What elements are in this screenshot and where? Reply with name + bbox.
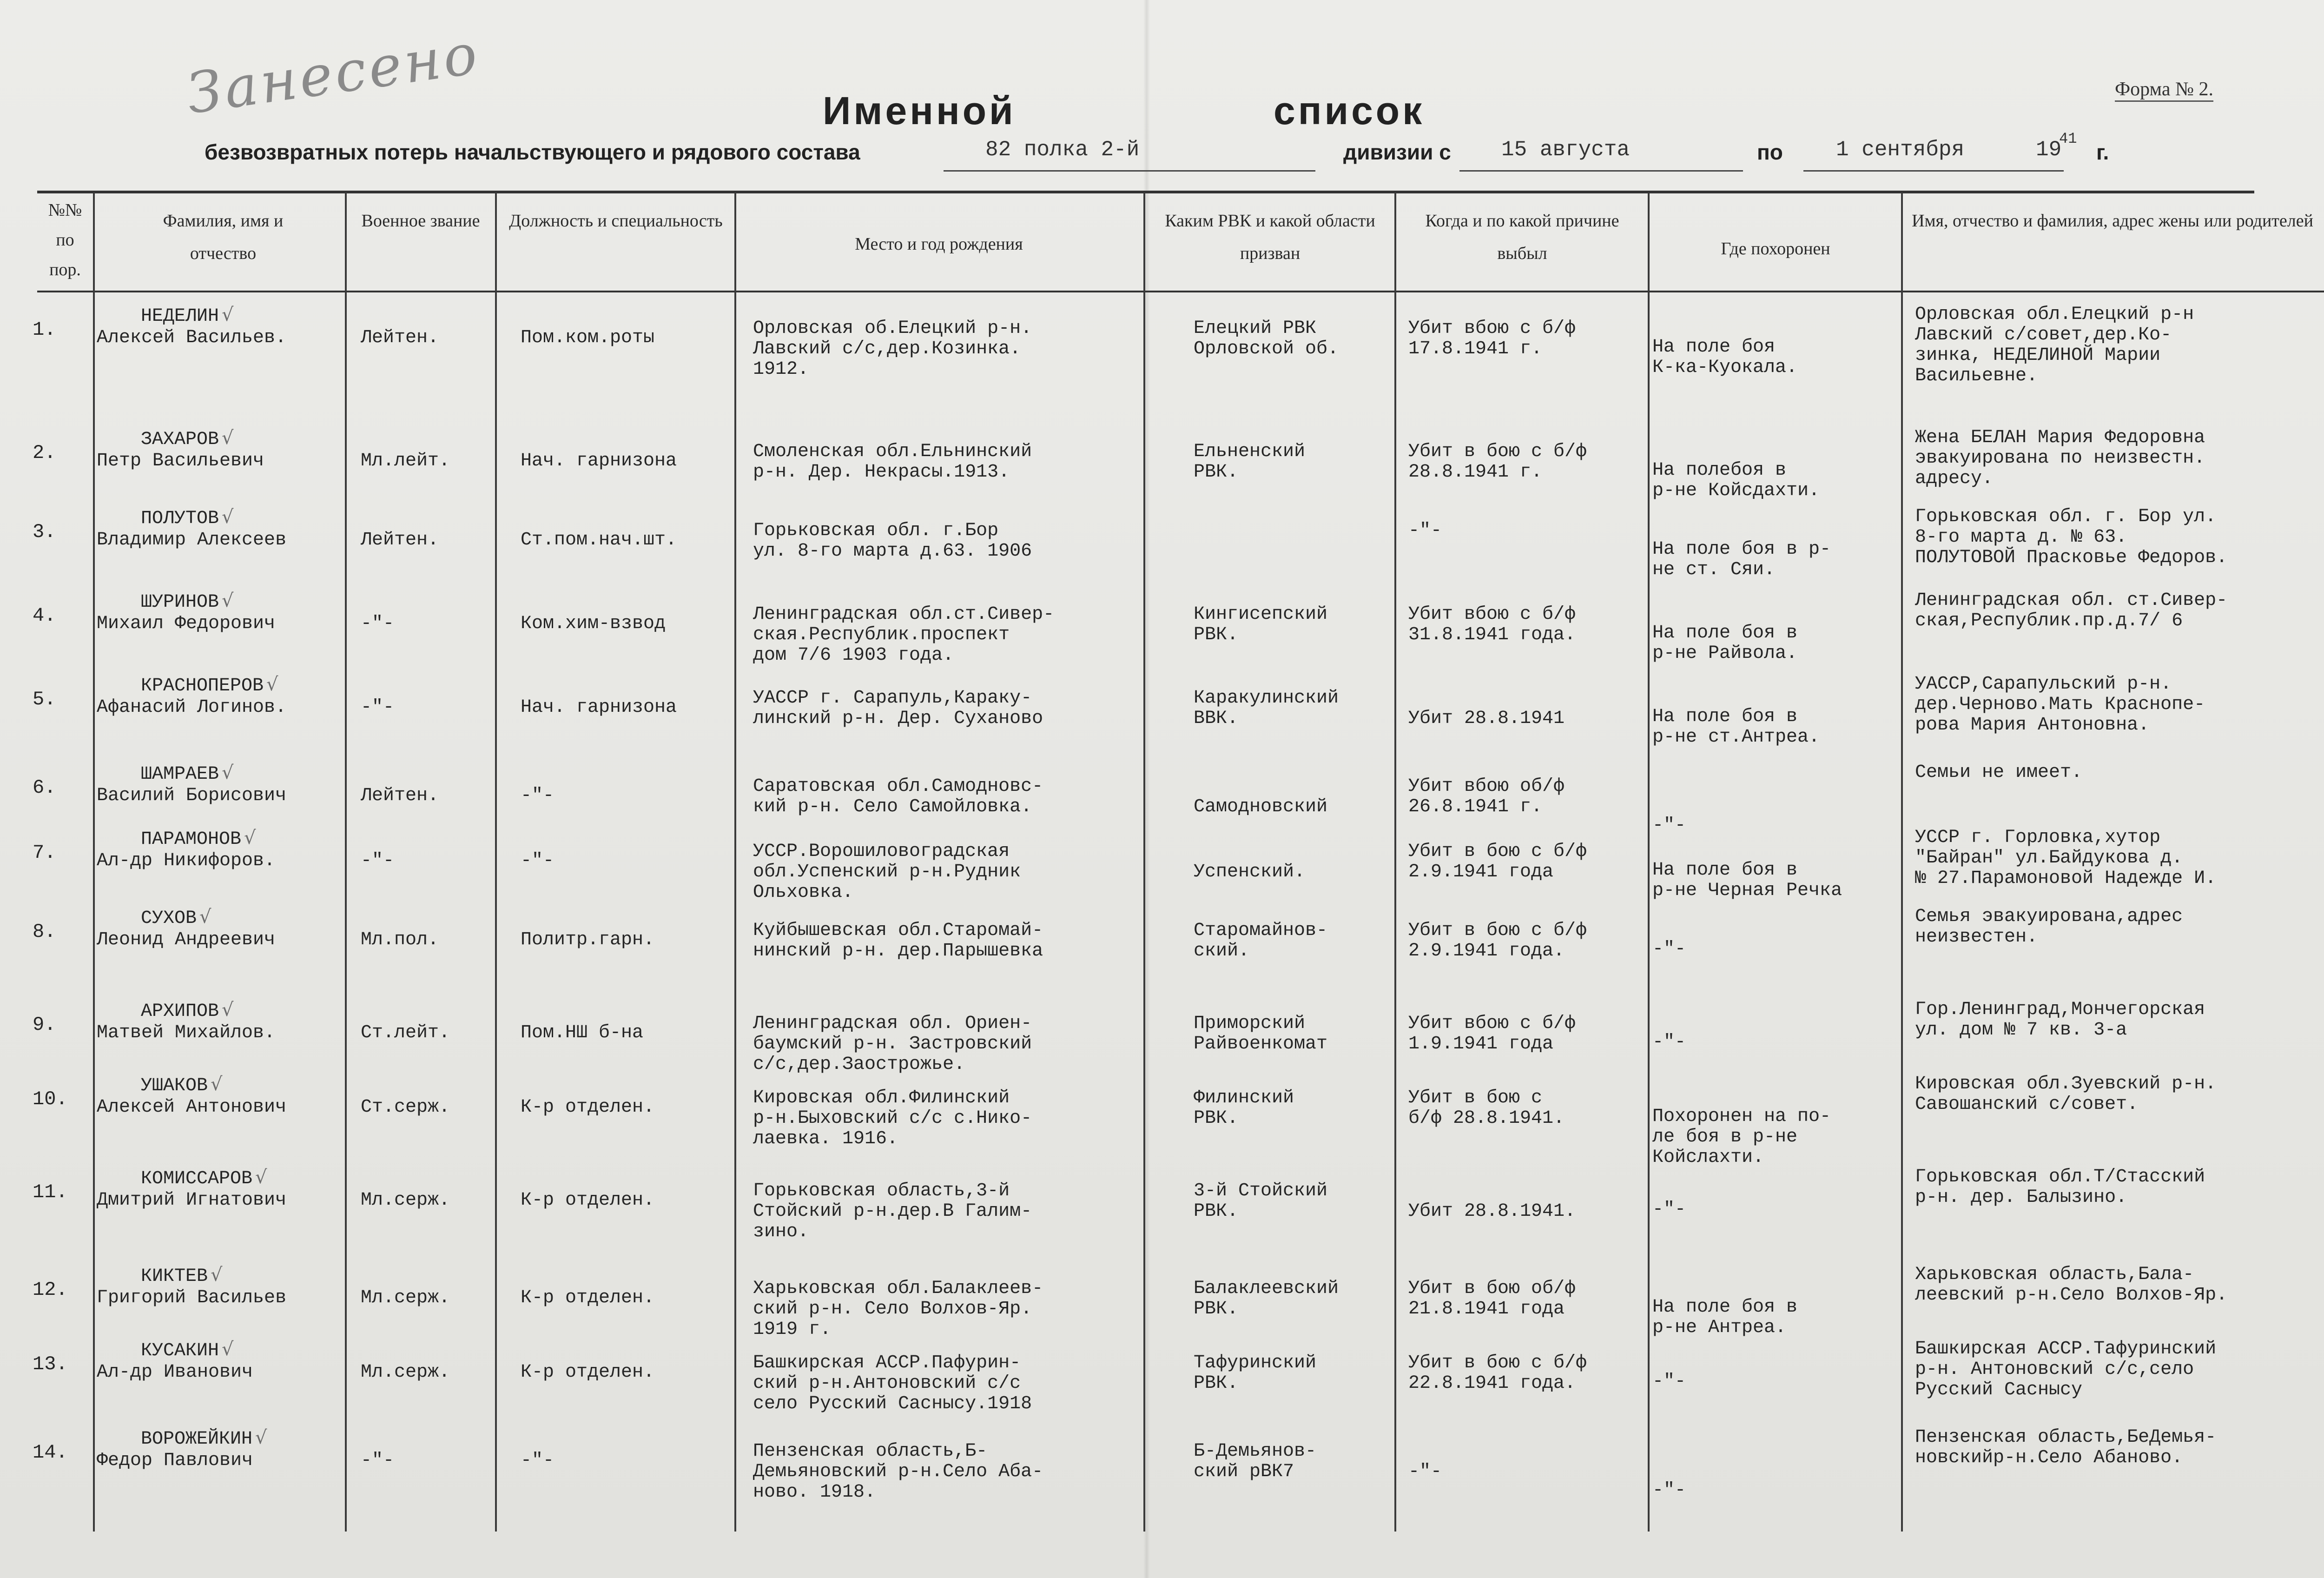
relatives-address-line: ская,Республик.пр.д.7/ 6 <box>1915 610 2183 631</box>
birth-place-line: Горьковская обл. г.Бор <box>753 520 999 541</box>
position: Нач. гарнизона <box>521 697 677 718</box>
check-mark-icon: √ <box>244 827 256 849</box>
casualty-reason-line: 26.8.1941 г. <box>1408 796 1543 817</box>
row-number: 4. <box>33 604 56 627</box>
surname: АРХИПОВ √ <box>141 999 234 1022</box>
relatives-address-line: леевский р-н.Село Волхов-Яр. <box>1915 1285 2228 1306</box>
draft-office-line: Тафуринский <box>1194 1353 1317 1373</box>
row-number: 12. <box>33 1279 68 1301</box>
draft-office-line: Орловской об. <box>1194 338 1339 359</box>
relatives-address-line: ПОЛУТОВОЙ Прасковье Федоров. <box>1915 547 2228 568</box>
relatives-address-line: Лавский с/совет,дер.Ко- <box>1915 325 2172 345</box>
draft-office-line: РВК. <box>1194 1108 1239 1129</box>
casualty-reason-line: Убит в бою об/ф <box>1408 1278 1576 1299</box>
birth-place-line: с/с,дер.Заострожье. <box>753 1054 965 1075</box>
birth-place-line: Ленинградская обл.ст.Сивер- <box>753 604 1055 625</box>
position: -"- <box>521 785 555 806</box>
draft-office-line: Приморский <box>1194 1013 1306 1034</box>
casualty-reason-line: 28.8.1941 г. <box>1408 462 1543 483</box>
casualty-reason-line: б/ф 28.8.1941. <box>1408 1108 1565 1129</box>
birth-place-line: баумский р-н. Застровский <box>753 1034 1032 1054</box>
casualty-reason-line: 31.8.1941 года. <box>1408 624 1576 645</box>
given-names: Михаил Федорович <box>97 613 276 634</box>
surname: ЗАХАРОВ √ <box>141 427 234 450</box>
burial-place-line: На полебоя в <box>1652 460 1787 481</box>
col-divider-1 <box>93 192 95 1532</box>
position: Ст.пом.нач.шт. <box>521 530 677 550</box>
military-rank: Мл.серж. <box>361 1190 450 1211</box>
military-rank: -"- <box>361 613 395 634</box>
birth-place-line: Ленинградская обл. Ориен- <box>753 1013 1032 1034</box>
military-rank: -"- <box>361 850 395 871</box>
casualty-reason-line: -"- <box>1408 1461 1442 1482</box>
surname: ПОЛУТОВ √ <box>141 506 234 529</box>
given-names: Петр Васильевич <box>97 451 264 471</box>
burial-place-line: К-ка-Куокала. <box>1652 357 1798 378</box>
relatives-address-line: Семьи не имеет. <box>1915 762 2083 783</box>
position: -"- <box>521 1450 555 1471</box>
birth-place-line: нинский р-н. дер.Парышевка <box>753 941 1043 961</box>
surname: НЕДЕЛИН √ <box>141 304 234 327</box>
burial-place-line: Койслахти. <box>1652 1147 1764 1168</box>
col-divider-2 <box>345 192 347 1532</box>
burial-place-line: На поле боя в <box>1652 706 1798 727</box>
burial-place-line: На поле боя в р- <box>1652 539 1831 560</box>
relatives-address-line: ул. дом № 7 кв. 3-а <box>1915 1020 2127 1041</box>
birth-place-line: кий р-н. Село Самойловка. <box>753 796 1032 817</box>
title-word-1: Именной <box>823 89 1016 133</box>
birth-place-line: Смоленская обл.Ельнинский <box>753 441 1032 462</box>
position: Пом.НШ б-на <box>521 1022 644 1043</box>
relatives-address-line: новскийр-н.Село Абаново. <box>1915 1447 2183 1468</box>
row-number: 6. <box>33 776 56 799</box>
row-number: 9. <box>33 1014 56 1036</box>
casualty-reason-line: Убит вбою об/ф <box>1408 776 1565 797</box>
table-top-rule <box>37 191 2254 193</box>
position: К-р отделен. <box>521 1097 655 1118</box>
birth-place-line: Орловская об.Елецкий р-н. <box>753 318 1032 339</box>
military-rank: -"- <box>361 697 395 718</box>
relatives-address-line: № 27.Парамоновой Надежде И. <box>1915 868 2217 889</box>
given-names: Владимир Алексеев <box>97 530 287 550</box>
row-number: 8. <box>33 921 56 943</box>
col-divider-4 <box>734 192 736 1532</box>
relatives-address-line: Горьковская обл.Т/Стасский <box>1915 1167 2205 1187</box>
military-rank: Мл.серж. <box>361 1287 450 1308</box>
draft-office-line: РВК. <box>1194 1299 1239 1319</box>
birth-place-line: линский р-н. Дер. Суханово <box>753 708 1043 729</box>
relatives-address-line: Васильевне. <box>1915 365 2038 386</box>
casualty-reason-line: Убит вбою с б/ф <box>1408 604 1576 625</box>
draft-office-line: ский. <box>1194 941 1250 961</box>
birth-place-line: р-н. Дер. Некрасы.1913. <box>753 462 1010 483</box>
draft-office-line: ВВК. <box>1194 708 1239 729</box>
birth-place-line: ул. 8-го марта д.63. 1906 <box>753 541 1032 562</box>
relatives-address-line: Русский Саснысу <box>1915 1379 2083 1400</box>
birth-place-line: обл.Успенский р-н.Рудник <box>753 862 1021 882</box>
given-names: Дмитрий Игнатович <box>97 1190 287 1211</box>
casualty-reason-line: Убит в бою с <box>1408 1087 1543 1108</box>
birth-place-line: ский р-н. Село Волхов-Яр. <box>753 1299 1032 1319</box>
casualty-reason-line: Убит в бою с б/ф <box>1408 1353 1587 1373</box>
relatives-address-line: Савошанский с/совет. <box>1915 1094 2139 1115</box>
draft-office-line: Старомайнов- <box>1194 920 1328 941</box>
relatives-address-line: Орловская обл.Елецкий р-н <box>1915 304 2194 325</box>
from-date-field: 15 августа <box>1501 138 1630 162</box>
given-names: Алексей Антонович <box>97 1097 287 1118</box>
military-rank: Ст.серж. <box>361 1097 450 1118</box>
burial-place-line: р-не Антреа. <box>1652 1317 1787 1338</box>
surname: ВОРОЖЕЙКИН √ <box>141 1427 267 1450</box>
header-rvk: Каким РВК и какой области призван <box>1165 211 1375 263</box>
relatives-address-line: зинка, НЕДЕЛИНОЙ Марии <box>1915 345 2161 366</box>
relatives-address-line: эвакуирована по неизвестн. <box>1915 448 2205 469</box>
check-mark-icon: √ <box>222 590 234 611</box>
military-rank: Лейтен. <box>361 530 439 550</box>
casualty-reason-line: 2.9.1941 года. <box>1408 941 1565 961</box>
check-mark-icon: √ <box>222 304 234 325</box>
relatives-address-line: УССР г. Горловка,хутор <box>1915 827 2161 848</box>
relatives-address-line: Кировская обл.Зуевский р-н. <box>1915 1074 2217 1094</box>
form-label: Форма № 2. <box>2115 78 2213 102</box>
burial-place-line: р-не Койсдахти. <box>1652 480 1820 501</box>
year-prefix: 19 <box>2036 138 2062 162</box>
military-rank: Мл.лейт. <box>361 451 450 471</box>
casualty-reason-line: 17.8.1941 г. <box>1408 338 1543 359</box>
birth-place-line: Саратовская обл.Самодновс- <box>753 776 1043 797</box>
draft-office-line: Елецкий РВК <box>1194 318 1317 339</box>
burial-place-line: -"- <box>1652 1371 1686 1392</box>
given-names: Ал-др Никифоров. <box>97 850 276 871</box>
birth-place-line: лаевка. 1916. <box>753 1128 898 1149</box>
birth-place-line: Горьковская область,3-й <box>753 1180 1010 1201</box>
row-number: 3. <box>33 521 56 543</box>
birth-place-line: 1912. <box>753 359 809 380</box>
given-names: Алексей Васильев. <box>97 327 287 348</box>
row-number: 10. <box>33 1088 68 1110</box>
military-rank: Ст.лейт. <box>361 1022 450 1043</box>
draft-office-line: Б-Демьянов- <box>1194 1441 1317 1462</box>
given-names: Матвей Михайлов. <box>97 1022 276 1043</box>
casualty-reason-line: Убит 28.8.1941 <box>1408 708 1565 729</box>
birth-place-line: Лавский с/с,дер.Козинка. <box>753 338 1021 359</box>
casualty-reason-line: 1.9.1941 года <box>1408 1034 1554 1054</box>
check-mark-icon: √ <box>222 762 234 783</box>
given-names: Федор Павлович <box>97 1450 253 1471</box>
birth-place-line: Ольховка. <box>753 882 854 903</box>
position: К-р отделен. <box>521 1362 655 1383</box>
birth-place-line: село Русский Саснысу.1918 <box>753 1393 1032 1414</box>
military-rank: Лейтен. <box>361 327 439 348</box>
burial-place-line: На поле боя <box>1652 337 1776 358</box>
col-divider-6 <box>1394 192 1396 1532</box>
surname: КОМИССАРОВ √ <box>141 1167 267 1189</box>
burial-place-line: не ст. Сяи. <box>1652 559 1776 580</box>
draft-office-line: РВК. <box>1194 624 1239 645</box>
burial-place-line: На поле боя в <box>1652 623 1798 643</box>
military-rank: Мл.серж. <box>361 1362 450 1383</box>
to-date-fill-line <box>1803 170 2064 172</box>
position: К-р отделен. <box>521 1190 655 1211</box>
burial-place-line: -"- <box>1652 1032 1686 1053</box>
given-names: Григорий Васильев <box>97 1287 287 1308</box>
burial-place-line: р-не Черная Речка <box>1652 880 1842 901</box>
casualty-reason-line: Убит 28.8.1941. <box>1408 1201 1576 1222</box>
draft-office-line: Кингисепский <box>1194 604 1328 625</box>
birth-place-line: ская.Республик.проспект <box>753 624 1010 645</box>
given-names: Афанасий Логинов. <box>97 697 287 718</box>
col-divider-3 <box>495 192 497 1532</box>
row-number: 1. <box>33 318 56 341</box>
col-divider-8 <box>1901 192 1903 1532</box>
birth-place-line: Демьяновский р-н.Село Аба- <box>753 1461 1043 1482</box>
surname: ПАРАМОНОВ √ <box>141 827 256 850</box>
position: Пом.ком.роты <box>521 327 655 348</box>
draft-office-line: Райвоенкомат <box>1194 1034 1328 1054</box>
relatives-address-line: УАССР,Сарапульский р-н. <box>1915 674 2172 695</box>
burial-place-line: -"- <box>1652 1199 1686 1220</box>
surname: КРАСНОПЕРОВ √ <box>141 674 278 696</box>
burial-place-line: На поле боя в <box>1652 1297 1798 1318</box>
burial-place-line: Похоронен на по- <box>1652 1106 1831 1127</box>
birth-place-line: р-н.Быховский с/с с.Нико- <box>753 1108 1032 1129</box>
unit-fill-line <box>944 170 1315 172</box>
year-superscript: 41 <box>2059 130 2077 147</box>
header-rank: Военное звание <box>361 211 480 231</box>
birth-place-line: УАССР г. Сарапуль,Каракy- <box>753 688 1032 709</box>
position: Ком.хим-взвод <box>521 613 666 634</box>
draft-office-line: Ельненский <box>1194 441 1306 462</box>
relatives-address-line: адресу. <box>1915 468 1994 489</box>
relatives-address-line: Харьковская область,Бала- <box>1915 1264 2194 1285</box>
header-num: №№ по пор. <box>48 200 82 279</box>
casualty-reason-line: 21.8.1941 года <box>1408 1299 1565 1319</box>
row-number: 11. <box>33 1181 68 1203</box>
surname: ШУРИНОВ √ <box>141 590 234 613</box>
position: Нач. гарнизона <box>521 451 677 471</box>
birth-place-line: Башкирская АССР.Пафурин- <box>753 1353 1021 1373</box>
birth-place-line: Харьковская обл.Балаклеев- <box>753 1278 1043 1299</box>
row-number: 5. <box>33 688 56 710</box>
relatives-address-line: Ленинградская обл. ст.Сивер- <box>1915 590 2228 611</box>
relatives-address-line: "Байран" ул.Байдукова д. <box>1915 848 2183 869</box>
casualty-reason-line: Убит вбою с б/ф <box>1408 318 1576 339</box>
draft-office-line: ский рВК7 <box>1194 1461 1294 1482</box>
draft-office-line: Каракулинский <box>1194 688 1339 709</box>
birth-place-line: ский р-н.Антоновский с/с <box>753 1373 1021 1394</box>
draft-office-line: Филинский <box>1194 1087 1294 1108</box>
row-number: 2. <box>33 442 56 464</box>
check-mark-icon: √ <box>222 1339 234 1360</box>
row-number: 7. <box>33 842 56 864</box>
burial-place-line: р-не ст.Антреа. <box>1652 727 1820 748</box>
surname: ШАМРАЕВ √ <box>141 762 234 785</box>
burial-place-line: На поле боя в <box>1652 860 1798 881</box>
burial-place-line: -"- <box>1652 1480 1686 1501</box>
relatives-address-line: р-н. дер. Балызино. <box>1915 1187 2127 1208</box>
birth-place-line: Стойский р-н.дер.В Галим- <box>753 1201 1032 1222</box>
header-name: Фамилия, имя и отчество <box>163 211 284 263</box>
draft-office-line: Самодновский <box>1194 796 1328 817</box>
casualty-reason-line: 2.9.1941 года <box>1408 862 1554 882</box>
burial-place-line: р-не Райвола. <box>1652 643 1798 664</box>
header-when: Когда и по какой причине выбыл <box>1425 211 1619 263</box>
row-number: 13. <box>33 1353 68 1375</box>
relatives-address-line: Башкирская АССР.Тафуринский <box>1915 1339 2217 1359</box>
relatives-address-line: 8-го марта д. № 63. <box>1915 527 2127 548</box>
relatives-address-line: неизвестен. <box>1915 927 2038 948</box>
relatives-address-line: р-н. Антоновский с/с,село <box>1915 1359 2194 1380</box>
surname: СУХОВ √ <box>141 906 211 929</box>
position: К-р отделен. <box>521 1287 655 1308</box>
draft-office-line: 3-й Стойский <box>1194 1180 1328 1201</box>
birth-place-line: 1919 г. <box>753 1319 832 1340</box>
birth-place-line: Пензенская область,Б- <box>753 1441 988 1462</box>
unit-field: 82 полка 2-й <box>985 138 1140 162</box>
title-word-2: список <box>1274 89 1425 133</box>
military-rank: -"- <box>361 1450 395 1471</box>
position: -"- <box>521 850 555 871</box>
given-names: Ал-др Иванович <box>97 1362 253 1383</box>
check-mark-icon: √ <box>255 1167 267 1188</box>
surname: КУСАКИН √ <box>141 1339 234 1361</box>
header-birth: Место и год рождения <box>855 234 1023 254</box>
relatives-address-line: Жена БЕЛАН Мария Федоровна <box>1915 427 2205 448</box>
birth-place-line: Кировская обл.Филинский <box>753 1087 1010 1108</box>
military-rank: Мл.пол. <box>361 929 439 950</box>
check-mark-icon: √ <box>211 1264 223 1286</box>
given-names: Леонид Андреевич <box>97 929 276 950</box>
by-label: по <box>1757 140 1783 164</box>
header-buried: Где похоронен <box>1721 239 1830 259</box>
header-position: Должность и специальность <box>509 211 723 231</box>
relatives-address-line: Горьковская обл. г. Бор ул. <box>1915 506 2217 527</box>
check-mark-icon: √ <box>266 674 278 695</box>
casualty-reason-line: Убит вбою с б/ф <box>1408 1013 1576 1034</box>
military-rank: Лейтен. <box>361 785 439 806</box>
check-mark-icon: √ <box>255 1427 267 1448</box>
burial-place-line: -"- <box>1652 939 1686 960</box>
relatives-address-line: рова Мария Антоновна. <box>1915 715 2150 736</box>
draft-office-line: РВК. <box>1194 1201 1239 1222</box>
row-number: 14. <box>33 1441 68 1464</box>
check-mark-icon: √ <box>222 427 234 449</box>
burial-place-line: -"- <box>1652 815 1686 836</box>
draft-office-line: РВК. <box>1194 1373 1239 1394</box>
check-mark-icon: √ <box>222 506 234 528</box>
relatives-address-line: Гор.Ленинград,Мончегорская <box>1915 999 2205 1020</box>
check-mark-icon: √ <box>222 999 234 1021</box>
relatives-address-line: дер.Черново.Мать Краснопе- <box>1915 694 2205 715</box>
birth-place-line: дом 7/6 1903 года. <box>753 645 954 666</box>
birth-place-line: Куйбышевская обл.Старомай- <box>753 920 1043 941</box>
relatives-address-line: Пензенская область,БеДемья- <box>1915 1427 2217 1448</box>
surname: УШАКОВ √ <box>141 1074 223 1096</box>
burial-place-line: ле боя в р-не <box>1652 1127 1798 1147</box>
to-date-field: 1 сентября <box>1836 138 1965 162</box>
division-label: дивизии с <box>1343 140 1451 164</box>
draft-office-line: Балаклеевский <box>1194 1278 1339 1299</box>
check-mark-icon: √ <box>211 1074 223 1095</box>
from-date-fill-line <box>1459 170 1743 172</box>
birth-place-line: УССР.Ворошиловоградская <box>753 841 1010 862</box>
col-divider-5 <box>1143 192 1145 1532</box>
casualty-reason-line: 22.8.1941 года. <box>1408 1373 1576 1394</box>
given-names: Василий Борисович <box>97 785 287 806</box>
year-suffix: г. <box>2096 140 2109 164</box>
check-mark-icon: √ <box>199 906 211 928</box>
handwritten-note: Занесено <box>183 21 484 127</box>
casualty-reason-line: Убит в бою с б/ф <box>1408 841 1587 862</box>
casualty-reason-line: -"- <box>1408 520 1442 541</box>
header-relatives: Имя, отчество и фамилия, адрес жены или родителей <box>1912 211 2313 231</box>
birth-place-line: ново. 1918. <box>753 1482 876 1503</box>
position: Политр.гарн. <box>521 929 655 950</box>
relatives-address-line: Семья эвакуирована,адрес <box>1915 906 2183 927</box>
surname: КИКТЕВ √ <box>141 1264 223 1287</box>
col-divider-7 <box>1648 192 1650 1532</box>
casualty-reason-line: Убит в бою с б/ф <box>1408 920 1587 941</box>
draft-office-line: РВК. <box>1194 462 1239 483</box>
birth-place-line: зино. <box>753 1221 809 1242</box>
draft-office-line: Успенский. <box>1194 862 1306 882</box>
subtitle-prefix: безвозвратных потерь начальствующего и рядового состава <box>205 140 860 164</box>
header-bottom-rule <box>37 291 2324 292</box>
casualty-reason-line: Убит в бою с б/ф <box>1408 441 1587 462</box>
